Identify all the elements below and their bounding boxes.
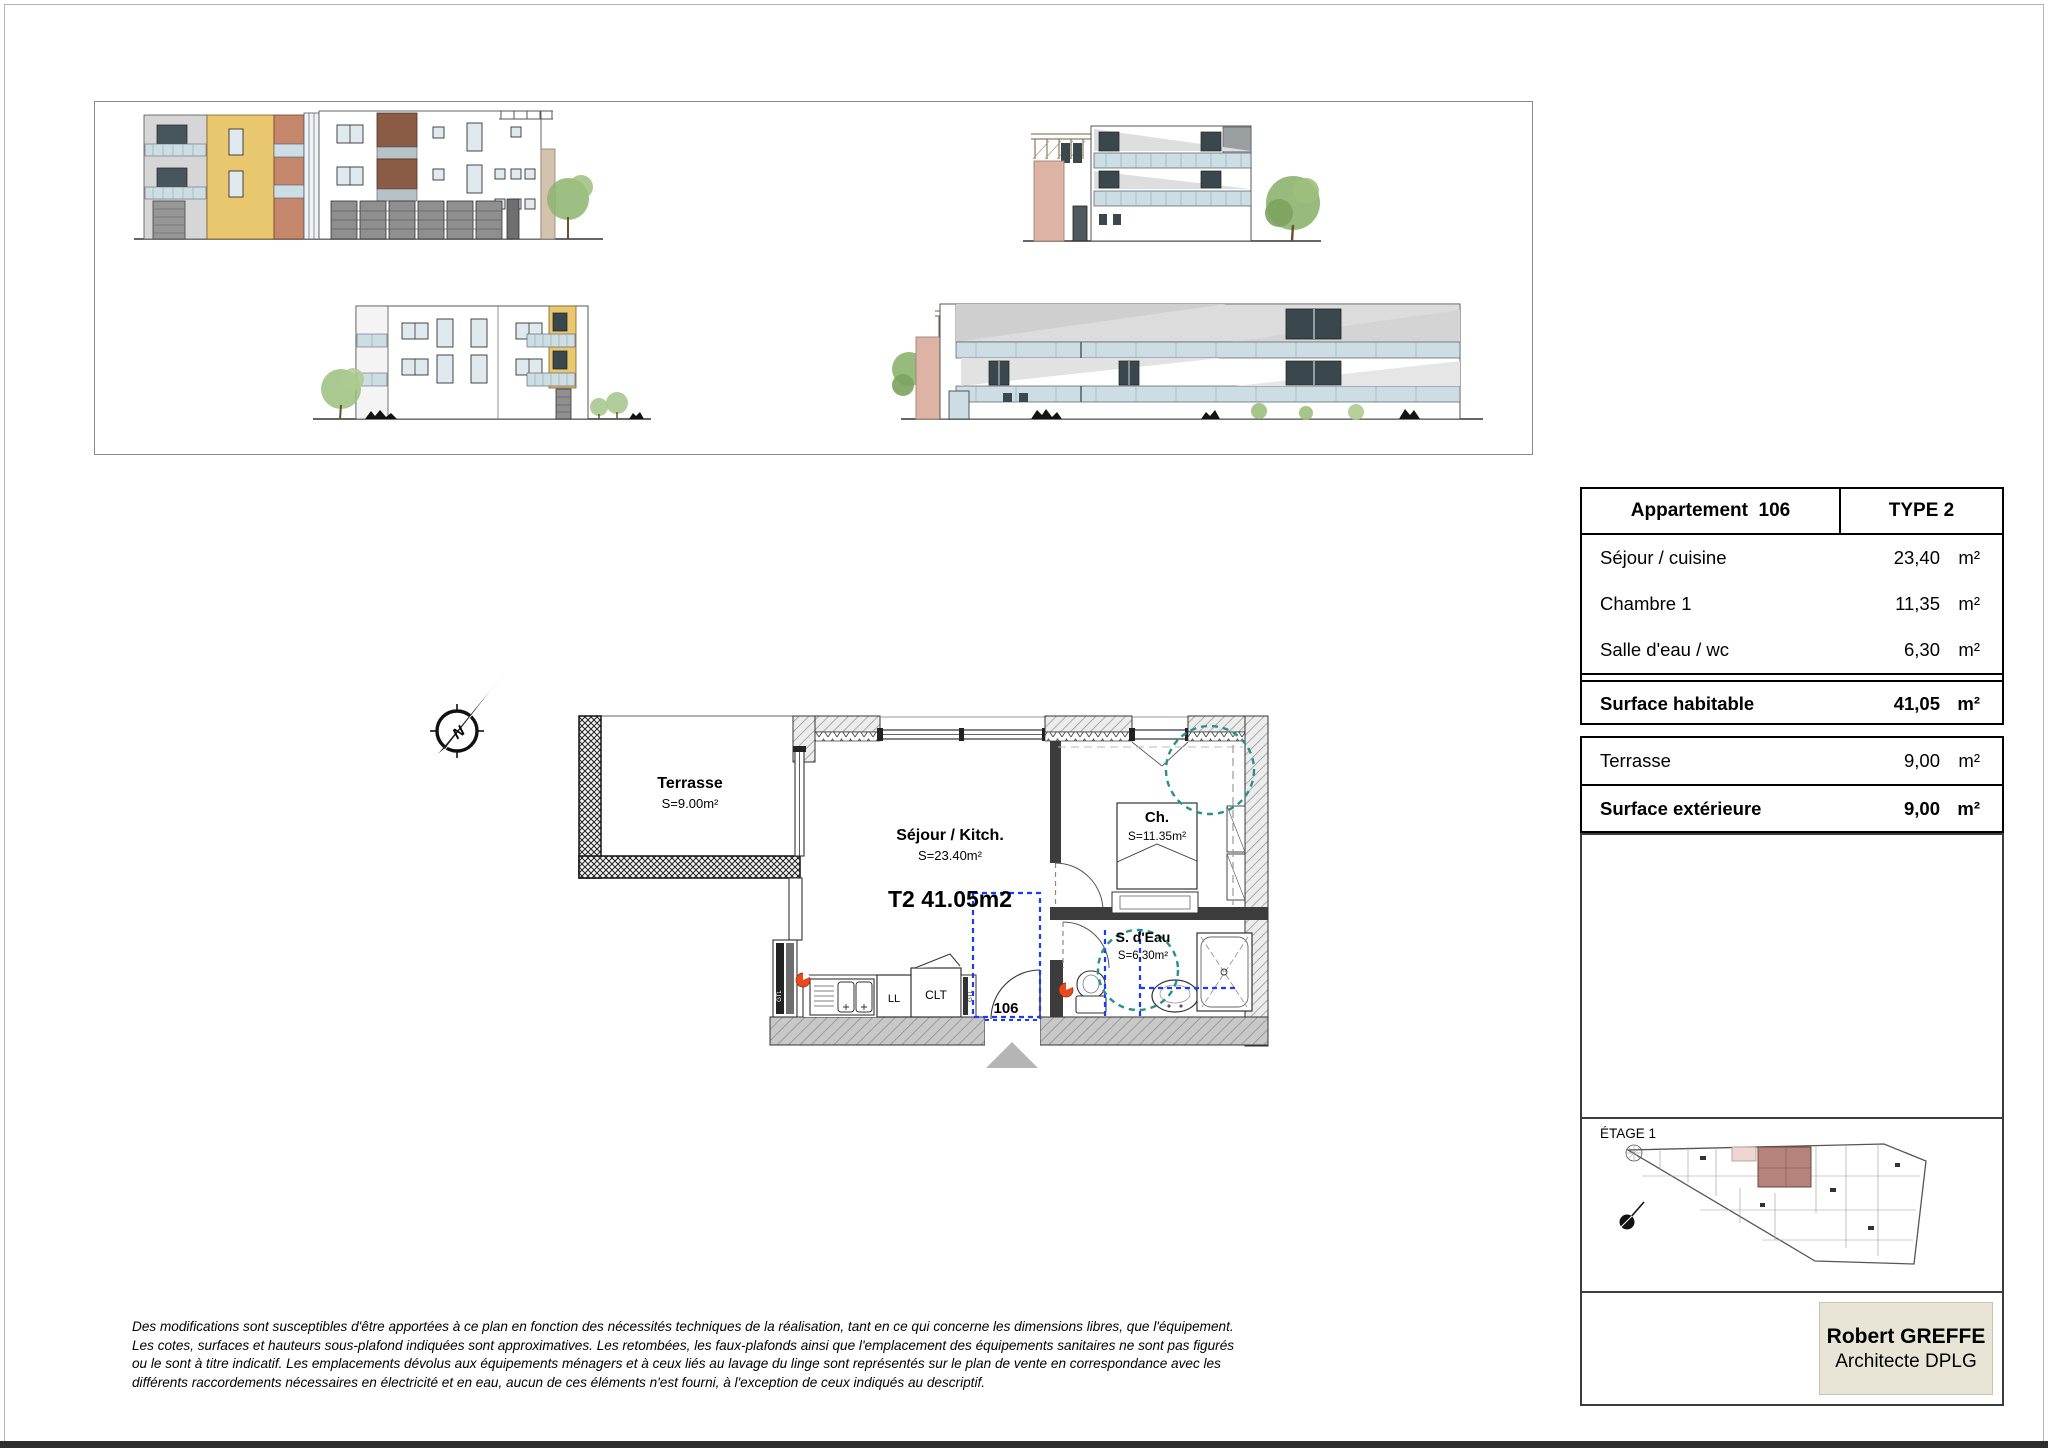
- apartment-106-highlight: [1758, 1147, 1811, 1187]
- disclaimer-line: Des modifications sont susceptibles d'être apportées à ce plan en fonction des nécessités techniques de la réalisation, tant en ce qui concerne les dimensions libres, que l'équipement.: [132, 1319, 1234, 1334]
- type-area-label: T2 41.05m2: [887, 886, 1013, 912]
- surface-exterieure-label: Surface extérieure: [1600, 797, 1762, 819]
- table-header: [1582, 489, 2002, 535]
- surface-habitable-unit: m²: [1957, 693, 1980, 714]
- sejour-label: Séjour / Kitch.: [896, 827, 1004, 844]
- disclaimer-line: Les cotes, surfaces et hauteurs sous-plafond indiquées sont approximatives. Les retombées, les faux-plafonds ainsi que l'emplacement des équipements sanitaires ne sont pas figurés: [132, 1337, 1235, 1353]
- room-label: Séjour / cuisine: [1600, 547, 1727, 568]
- disclaimer-line: différents raccordements nécessaires en électricité et en eau, aucun de ces éléments n'est fourni, à l'exception de ceux indiqués au descriptif.: [132, 1374, 986, 1390]
- table-row: [1582, 581, 2002, 627]
- terrasse-label: Terrasse: [657, 775, 723, 792]
- key-plan-title: ÉTAGE 1: [1600, 1126, 1657, 1141]
- empty-panel: [1582, 835, 2002, 1119]
- table-row: [1582, 535, 2002, 581]
- room-area-value: 23,40: [1893, 547, 1940, 568]
- building-elevations-drawing: [95, 102, 1532, 454]
- svg-text:GTL: GTL: [968, 990, 974, 1002]
- south-wall-right: [1040, 1017, 1268, 1045]
- room-area-value: 6,30: [1903, 639, 1940, 660]
- page-bottom-edge: [0, 1441, 2048, 1448]
- table-row: [1582, 738, 2002, 786]
- surface-habitable-label: Surface habitable: [1600, 693, 1755, 714]
- south-wall-left: [770, 1017, 985, 1045]
- adjacent-unit-highlight: [1732, 1147, 1756, 1161]
- architect-panel: [1582, 1293, 2002, 1402]
- surface-habitable-value: 41,05: [1893, 693, 1940, 714]
- chambre-area: S=11.35m²: [1127, 829, 1187, 843]
- surface-exterieure-row: [1582, 786, 2002, 831]
- room-area-unit: m²: [1958, 593, 1980, 614]
- svg-text:GTL: GTL: [777, 990, 783, 1002]
- terrasse-row-label: Terrasse: [1600, 750, 1671, 771]
- disclaimer-text: [132, 1318, 1234, 1392]
- elevation-side-right: [1023, 126, 1321, 241]
- room-area-value: 11,35: [1895, 593, 1940, 614]
- table-divider: [1582, 673, 2002, 682]
- north-arrow-icon: [430, 674, 504, 758]
- exterior-surface-table: [1580, 736, 2004, 833]
- architect-title: Architecte DPLG: [1835, 1350, 1977, 1372]
- key-plan-north-icon: [1620, 1202, 1645, 1230]
- salle-eau-label: S. d'Eau: [1115, 929, 1171, 945]
- closet-label: CLT: [925, 988, 947, 1002]
- floor-plan-panel: [420, 640, 1300, 1080]
- surface-exterieure-unit: m²: [1957, 797, 1980, 819]
- disclaimer-line: ou le sont à titre indicatif. Les emplacements dévolus aux équipements ménagers et à ceux liés au lavage du linge sont représentés sur le plan de vente en correspondance avec les: [132, 1356, 1221, 1372]
- sejour-area: S=23.40m²: [918, 848, 982, 863]
- surface-exterieure-value: 9,00: [1903, 797, 1940, 819]
- room-area-unit: m²: [1958, 639, 1980, 660]
- terrasse-row-value: 9,00: [1903, 750, 1940, 771]
- apartment-surface-table: [1580, 487, 2004, 725]
- terrasse-row-unit: m²: [1958, 750, 1980, 771]
- room-area-unit: m²: [1958, 547, 1980, 568]
- door-number-label: 106: [993, 1000, 1019, 1017]
- terrasse-area: S=9.00m²: [661, 796, 719, 811]
- apartment-type-header: TYPE 2: [1888, 500, 1955, 521]
- elevation-front: [134, 111, 603, 239]
- architect-name: Robert GREFFE: [1826, 1324, 1986, 1348]
- architect-card: [1819, 1302, 1993, 1395]
- surface-habitable-row: [1582, 682, 2002, 726]
- salle-eau-area: S=6.30m²: [1117, 950, 1169, 962]
- room-label: Chambre 1: [1600, 593, 1692, 614]
- chambre-label: Ch.: [1144, 809, 1170, 826]
- elevations-panel: [94, 101, 1533, 455]
- floor-plan-drawing: [420, 640, 1300, 1080]
- apartment-number-header: Appartement 106: [1582, 489, 1841, 533]
- room-label: Salle d'eau / wc: [1600, 639, 1729, 660]
- svg-text:N: N: [449, 722, 469, 743]
- key-plan-panel: [1582, 1119, 2002, 1293]
- elevation-garden: [892, 304, 1483, 420]
- table-row: [1582, 627, 2002, 673]
- right-column-lower: [1580, 833, 2004, 1406]
- washing-machine-label: LL: [887, 993, 901, 1005]
- elevation-rear: [313, 306, 651, 419]
- key-plan-drawing: [1582, 1119, 2002, 1291]
